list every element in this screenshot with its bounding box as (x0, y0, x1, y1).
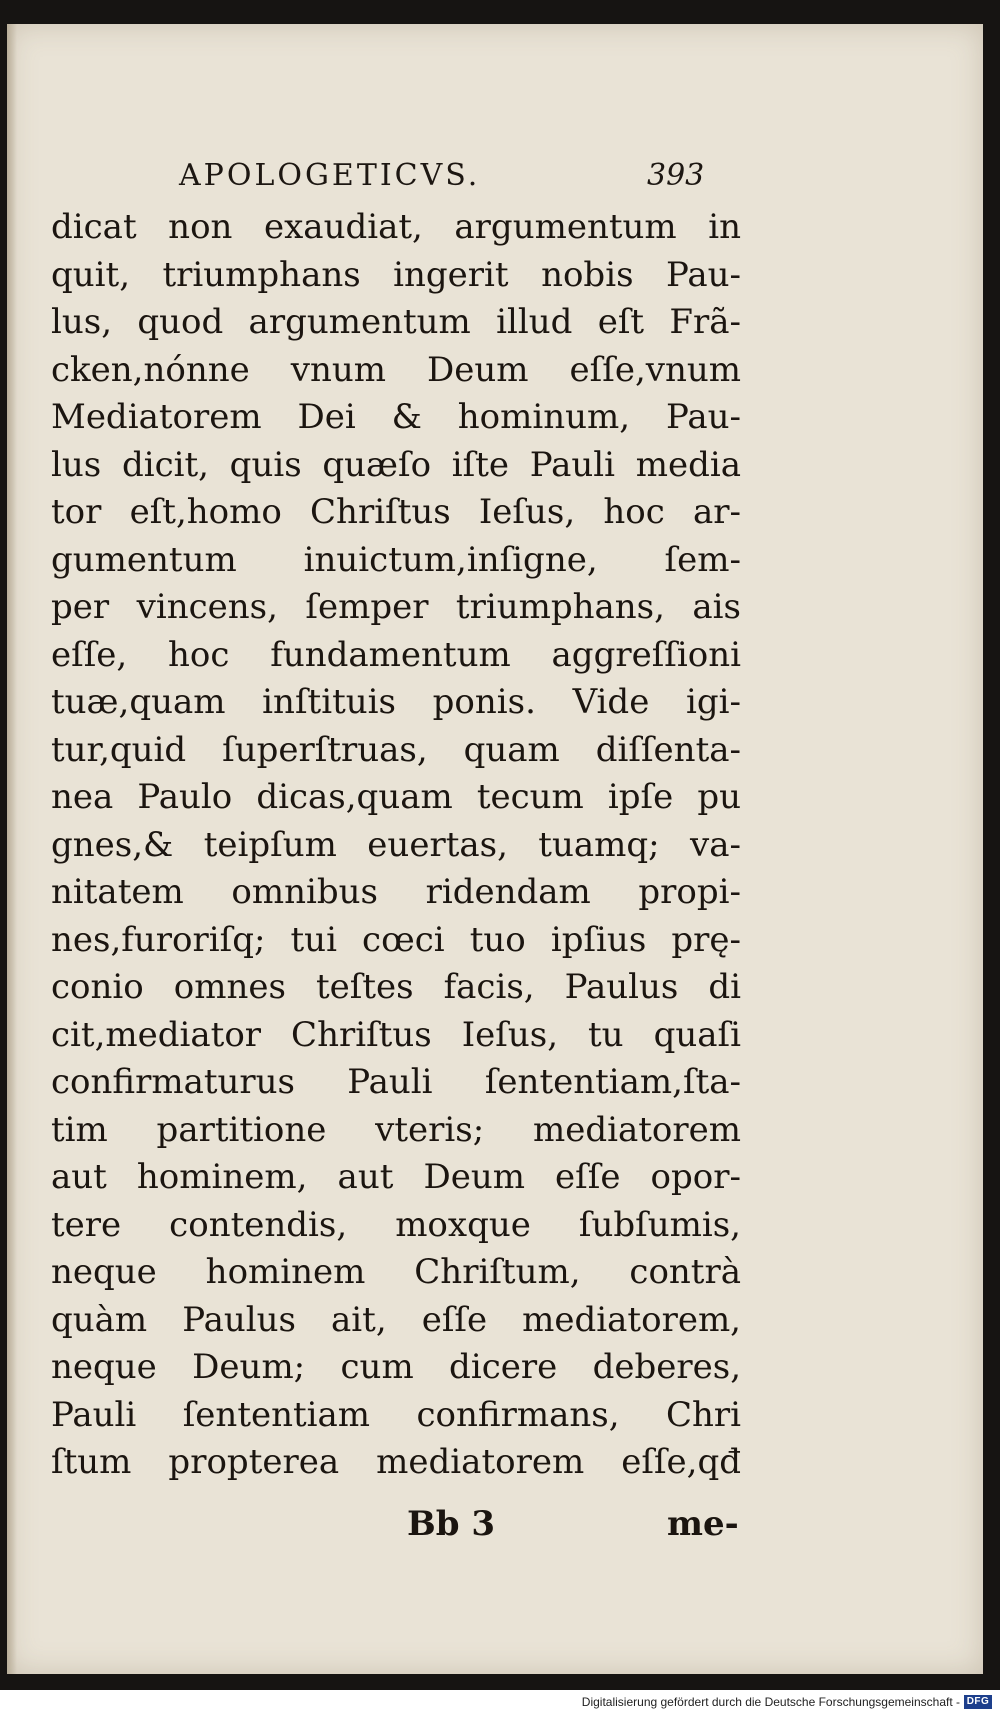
text-line: tere contendis, moxque ſubſumis, (51, 1204, 741, 1245)
text-line: gumentum inuictum,inſigne, ſem- (51, 539, 741, 580)
funding-credit: Digitalisierung gefördert durch die Deutsche Forschungsgemeinschaft - (581, 1695, 960, 1709)
text-line: lus, quod argumentum illud eſt Frã- (51, 302, 741, 342)
text-line: ſtum propterea mediatorem eſſe,qđ (51, 1442, 741, 1482)
dfg-logo: DFG (964, 1695, 992, 1709)
page-number: 393 (647, 158, 705, 193)
text-line: nes,furoriſq; tui cœci tuo ipſius prę- (51, 919, 741, 960)
text-line: conio omnes teſtes facis, Paulus di (51, 967, 741, 1007)
text-line: eſſe, hoc fundamentum aggreſſioni (51, 634, 741, 675)
catchword: me- (667, 1504, 739, 1544)
text-line: neque Deum; cum dicere deberes, (51, 1347, 741, 1387)
text-line: aut hominem, aut Deum eſſe opor- (51, 1157, 741, 1197)
text-line: per vincens, ſemper triumphans, ais (51, 587, 741, 627)
footer-bar (0, 1690, 1000, 1715)
text-line: tor eſt,homo Chriſtus Ieſus, hoc ar- (51, 492, 741, 532)
text-line: dicat non exaudiat, argumentum in (51, 207, 741, 247)
running-head: APOLOGETICVS. (179, 158, 481, 193)
text-line: cken,nónne vnum Deum eſſe,vnum (51, 349, 741, 390)
text-line: neque hominem Chriſtum, contrà (51, 1252, 741, 1292)
text-line: nitatem omnibus ridendam propi- (51, 872, 741, 912)
text-line: Mediatorem Dei & hominum, Pau- (51, 397, 741, 437)
text-line: lus dicit, quis quæſo iſte Pauli media (51, 444, 741, 485)
text-line: tur,quid ſuperſtruas, quam diſſenta- (51, 729, 741, 770)
text-line: quit, triumphans ingerit nobis Pau- (51, 254, 741, 295)
page-edge-shadow (7, 24, 17, 1674)
text-line: Pauli ſententiam confirmans, Chri (51, 1394, 741, 1435)
body-text (51, 204, 741, 1487)
text-line: quàm Paulus ait, eſſe mediatorem, (51, 1299, 741, 1340)
signature-mark: Bb 3 (407, 1504, 496, 1544)
text-line: confirmaturus Pauli ſententiam,ſta- (51, 1062, 741, 1102)
text-line: tuæ,quam inſtituis ponis. Vide igi- (51, 682, 741, 722)
text-line: tim partitione vteris; mediatorem (51, 1109, 741, 1150)
text-line: nea Paulo dicas,quam tecum ipſe pu (51, 777, 741, 817)
text-line: gnes,& teipſum euertas, tuamq; va- (51, 824, 741, 865)
book-page (7, 24, 983, 1674)
text-line: cit,mediator Chriſtus Ieſus, tu quaſi (51, 1014, 741, 1055)
